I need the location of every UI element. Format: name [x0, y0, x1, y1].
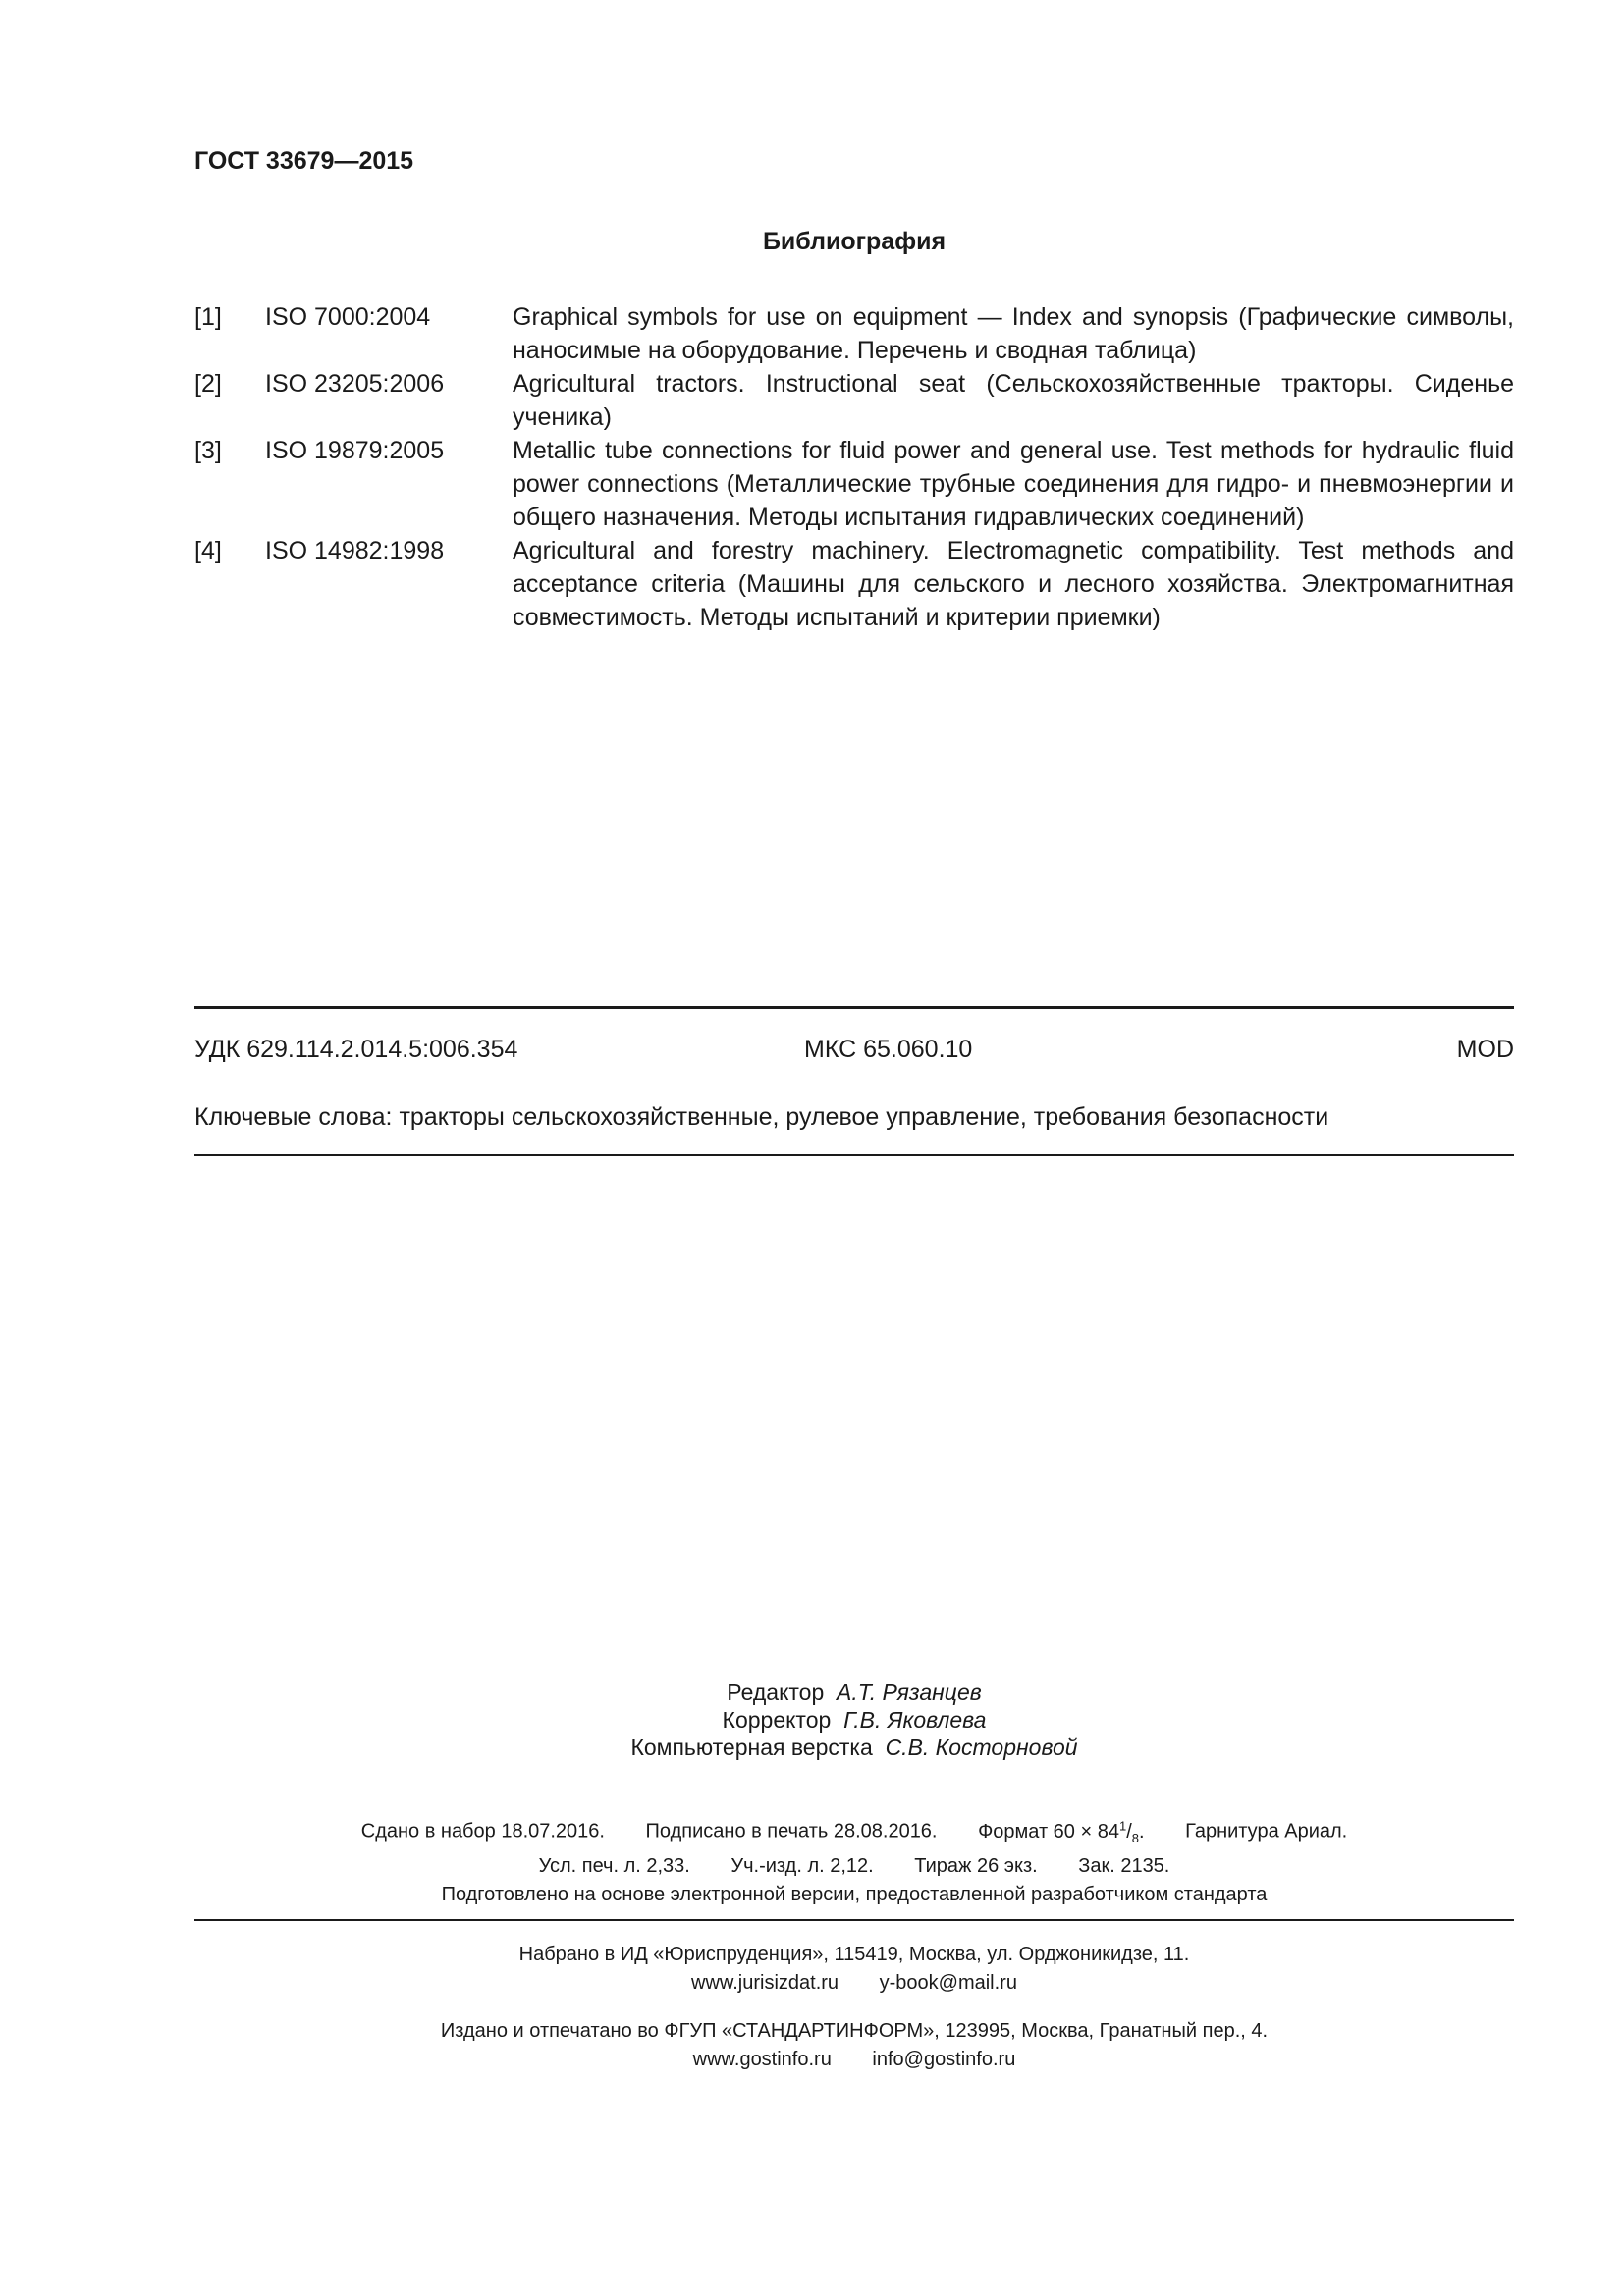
- format-suffix: .: [1138, 1820, 1145, 1842]
- bibliography-list: [194, 300, 1514, 634]
- format-prefix: Формат 60 × 84: [978, 1820, 1119, 1842]
- entry-text: Metallic tube connections for fluid power and general use. Test methods for hydraulic fluid power connections (Металлические трубные соединения для гидро- и пневмоэнергии и общего назначения. Методы испытания гидравлических соединений): [513, 437, 1514, 531]
- prepared-note: Подготовлено на основе электронной версии, предоставленной разработчиком стандарта: [441, 1883, 1268, 1905]
- print-details: [194, 1811, 1514, 1909]
- editor-name: А.Т. Рязанцев: [837, 1680, 982, 1705]
- order-number: Зак. 2135.: [1078, 1854, 1170, 1877]
- publishing-sheets: Уч.-изд. л. 2,12.: [730, 1854, 874, 1877]
- typesetter-email: y-book@mail.ru: [879, 1972, 1017, 1994]
- entry-code: ISO 14982:1998: [265, 537, 445, 564]
- layout-line: [194, 1734, 1514, 1761]
- format-slash: /: [1126, 1820, 1132, 1842]
- print-sheets: Усл. печ. л. 2,33.: [538, 1854, 690, 1877]
- entry-number: [2]: [194, 370, 222, 398]
- publisher-info: [194, 2017, 1514, 2074]
- entry-code: ISO 19879:2005: [265, 437, 445, 464]
- bibliography-title: Библиография: [762, 228, 947, 255]
- corrector-name: Г.В. Яковлева: [843, 1707, 987, 1733]
- entry-code: ISO 7000:2004: [265, 303, 431, 331]
- keywords: Ключевые слова: тракторы сельскохозяйственные, рулевое управление, требования безопасности: [194, 1103, 1329, 1131]
- format-sup: 1: [1118, 1818, 1127, 1833]
- bibliography-entry: [194, 300, 1514, 367]
- entry-text: Agricultural tractors. Instructional seat (Сельскохозяйственные тракторы. Сиденье ученика): [513, 370, 1514, 431]
- publisher-address: Издано и отпечатано во ФГУП «СТАНДАРТИНФОРМ», 123995, Москва, Гранатный пер., 4.: [440, 2020, 1269, 2042]
- layout-name: С.В. Косторновой: [885, 1735, 1078, 1760]
- print-details-line-1: [194, 1811, 1514, 1852]
- bibliography-entry: [194, 367, 1514, 434]
- typesetter-site: www.jurisizdat.ru: [691, 1972, 839, 1994]
- corrector-label: Корректор: [722, 1707, 832, 1733]
- paper-format: [978, 1818, 1145, 1845]
- typesetter-address: Набрано в ИД «Юриспруденция», 115419, Москва, ул. Орджоникидзе, 11.: [518, 1944, 1190, 1965]
- bibliography-entry: [194, 434, 1514, 534]
- signed-date: Подписано в печать 28.08.2016.: [645, 1820, 938, 1842]
- standard-designation: ГОСТ 33679—2015: [194, 147, 414, 175]
- publisher-site: www.gostinfo.ru: [692, 2049, 832, 2070]
- entry-number: [4]: [194, 537, 222, 564]
- entry-number: [3]: [194, 437, 222, 464]
- divider-line: [194, 1006, 1514, 1009]
- print-details-line-2: [194, 1852, 1514, 1881]
- corrector-line: [194, 1706, 1514, 1734]
- publisher-email: info@gostinfo.ru: [872, 2049, 1016, 2070]
- publisher-contacts: [194, 2046, 1514, 2074]
- divider-line: [194, 1919, 1514, 1921]
- entry-code: ISO 23205:2006: [265, 370, 445, 398]
- bibliography-entry: [194, 534, 1514, 634]
- typesetter-contacts: [194, 1969, 1514, 1998]
- typeface: Гарнитура Ариал.: [1185, 1820, 1348, 1842]
- editor-label: Редактор: [727, 1680, 825, 1705]
- staff-credits: [194, 1679, 1514, 1761]
- classification-row: [194, 1036, 1514, 1069]
- print-run: Тираж 26 экз.: [914, 1854, 1038, 1877]
- entry-number: [1]: [194, 303, 222, 331]
- divider-line: [194, 1154, 1514, 1156]
- mod-label: MOD: [1456, 1036, 1514, 1063]
- layout-label: Компьютерная верстка: [630, 1735, 873, 1760]
- format-sub: 8: [1131, 1830, 1139, 1845]
- submitted-date: Сдано в набор 18.07.2016.: [360, 1820, 605, 1842]
- typesetter-info: [194, 1941, 1514, 1998]
- udc-code: УДК 629.114.2.014.5:006.354: [194, 1036, 518, 1063]
- editor-line: [194, 1679, 1514, 1706]
- entry-text: Graphical symbols for use on equipment — Index and synopsis (Графические символы, наносимые на оборудование. Перечень и сводная таблица): [513, 303, 1514, 364]
- entry-text: Agricultural and forestry machinery. Electromagnetic compatibility. Test methods and acceptance criteria (Машины для сельского и лесного хозяйства. Электромагнитная совместимость. Методы испытаний и критерии приемки): [513, 537, 1514, 631]
- mks-code: МКС 65.060.10: [804, 1036, 973, 1063]
